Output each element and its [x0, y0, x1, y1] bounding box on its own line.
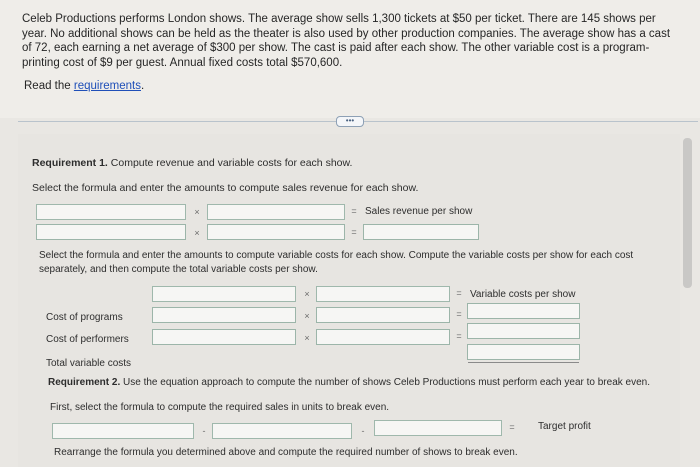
- performers-input-1[interactable]: [152, 329, 296, 345]
- sales-formula-select-2[interactable]: [207, 204, 345, 220]
- times-sign: ×: [194, 228, 200, 238]
- sales-amount-input-2[interactable]: [207, 224, 345, 240]
- vc-instruction-line1: Select the formula and enter the amounts to compute variable costs for each show. Compute the variable costs per show for each cost: [39, 250, 634, 261]
- performers-result[interactable]: [467, 323, 580, 339]
- equals-sign: =: [456, 288, 462, 298]
- be-formula-select-3[interactable]: [374, 420, 502, 436]
- req1-heading: [32, 157, 352, 169]
- equals-sign: =: [351, 206, 357, 216]
- req1-title-rest: Compute revenue and variable costs for each show.: [107, 157, 353, 169]
- performers-input-2[interactable]: [316, 329, 450, 345]
- problem-area: [0, 0, 700, 118]
- vc-formula-select-2[interactable]: [316, 286, 450, 302]
- times-sign: ×: [304, 311, 310, 321]
- programs-input-1[interactable]: [152, 307, 296, 323]
- total-variable-costs-result[interactable]: [467, 344, 580, 360]
- requirements-link[interactable]: requirements: [73, 80, 141, 92]
- programs-result[interactable]: [467, 303, 580, 319]
- req1-title: Requirement 1.: [32, 157, 108, 169]
- times-sign: ×: [194, 207, 200, 217]
- read-suffix: .: [141, 80, 145, 92]
- times-sign: ×: [304, 289, 310, 299]
- be-formula-select-2[interactable]: [212, 423, 352, 439]
- be-formula-select-1[interactable]: [52, 423, 194, 439]
- req2-heading: [48, 377, 650, 388]
- vc-formula-select-1[interactable]: [152, 286, 296, 302]
- req2-instruction: First, select the formula to compute the required sales in units to break even.: [50, 402, 390, 413]
- req2-title: Requirement 2.: [48, 377, 121, 388]
- scrollbar[interactable]: [683, 138, 692, 288]
- cost-of-performers-label: Cost of performers: [46, 334, 129, 345]
- equals-sign: =: [351, 227, 357, 237]
- sales-formula-select-1[interactable]: [36, 204, 186, 220]
- minus-sign: -: [361, 426, 365, 436]
- equals-sign: =: [456, 331, 462, 341]
- minus-sign: -: [202, 426, 206, 436]
- equals-sign: =: [456, 309, 462, 319]
- sales-amount-input-1[interactable]: [36, 224, 186, 240]
- variable-costs-label: Variable costs per show: [470, 289, 576, 300]
- programs-input-2[interactable]: [316, 307, 450, 323]
- req1-instruction: Select the formula and enter the amounts to compute sales revenue for each show.: [32, 182, 419, 194]
- total-variable-costs-label: Total variable costs: [46, 358, 132, 369]
- vc-instruction-line2: separately, and then compute the total variable costs per show.: [39, 264, 318, 275]
- expand-button[interactable]: •••: [336, 116, 364, 127]
- read-prefix: Read the: [24, 80, 74, 92]
- read-requirements: [24, 80, 144, 92]
- req2-rearrange: Rearrange the formula you determined above and compute the required number of shows to break even.: [54, 447, 518, 458]
- problem-statement: Celeb Productions performs London shows. The average show sells 1,300 tickets at $50 per ticket. There are 145 shows per year. No additional shows can be held as the theater is also used by other production companies. The average show has a cast of 72, each earning a net average of $300 per show. The cast is paid after each show. The other variable cost is a program-printing cost of $9 per guest. Annual fixed costs total $570,600.: [22, 13, 671, 69]
- times-sign: ×: [304, 333, 310, 343]
- req2-title-rest: Use the equation approach to compute the number of shows Celeb Productions must perform each year to break even.: [120, 377, 650, 388]
- sales-revenue-label: Sales revenue per show: [365, 206, 473, 217]
- target-profit-label: Target profit: [538, 421, 591, 432]
- equals-sign: =: [509, 422, 515, 432]
- cost-of-programs-label: Cost of programs: [46, 312, 123, 323]
- sales-revenue-result[interactable]: [363, 224, 479, 240]
